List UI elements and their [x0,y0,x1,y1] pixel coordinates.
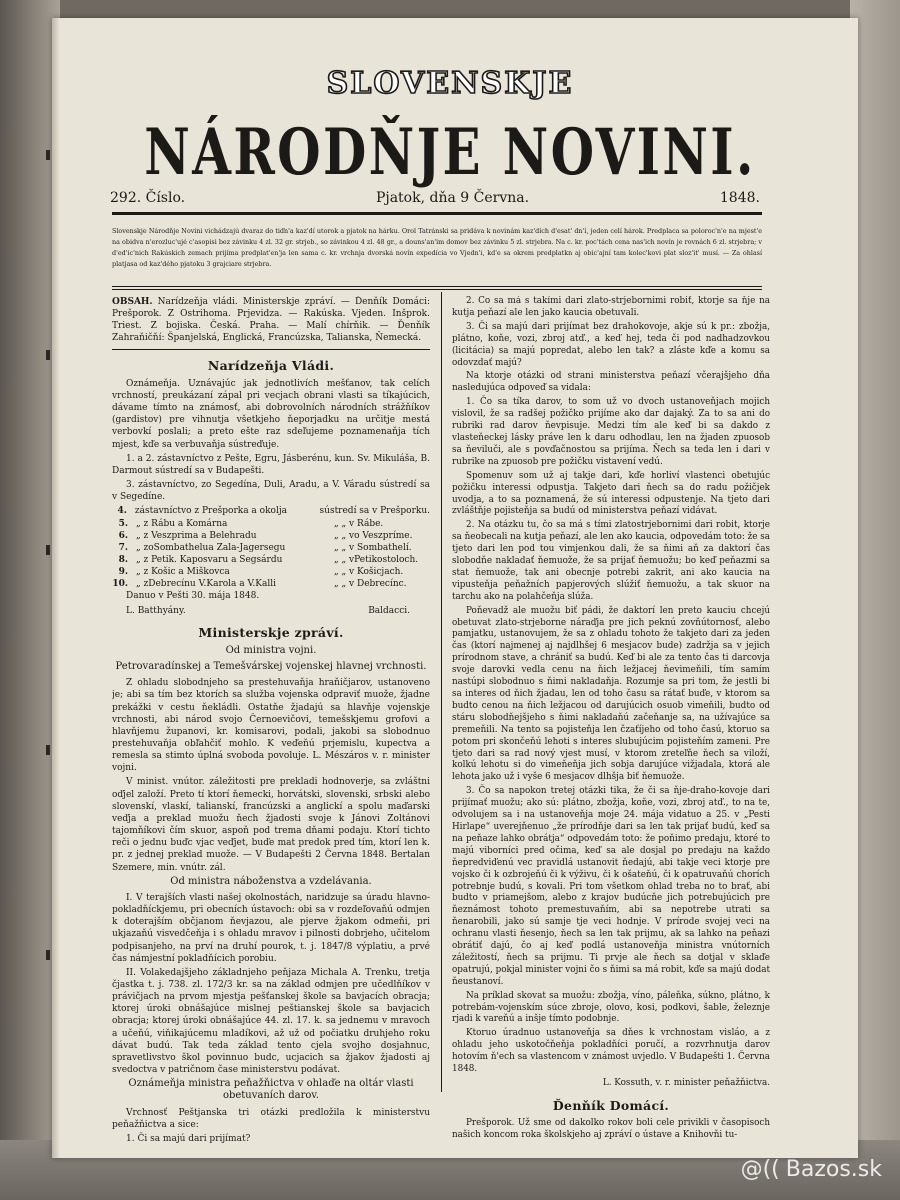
decrees-heading: Narídzeňja Vládi. [207,357,335,373]
contents-label: OBSAH. [112,297,153,307]
decrees-list-intro: 1. a 2. zástavníctvo z Pešte, Egru, Jásberénu, kun. Sv. Mikuláša, B. Darmout sústredí sa v Budapešti. [112,453,430,476]
section-separator [112,349,430,350]
list-item: 8. „ z Petik. Kaposvaru a Segsárdu „ „ vPetikostoloch. [118,554,419,565]
binding-mark [46,950,50,960]
bazos-watermark [741,1157,882,1182]
page-spine [52,18,60,1158]
binding-mark [46,350,50,360]
issue-info-row [110,190,760,206]
finance-heading: Oznámeňja ministra peňažňictva v ohlaďe na oltár vlasti obetuvaních darov. [128,1078,414,1102]
right-column [452,296,770,1144]
war-paragraph-2: V minist. vnútor. záležitosti pre prekladi hodnoverje, sa zvláštni oďjel založí. Preto tí ktorí ňemecki, horvátski, slovenski, srbski alebo slovenskí, vlaskí, talianskí, francúzski a anglickí a spolu maďarski veďja a preklad muožu ňech žjadosti svoje k Jánovi Zoltánovi tajomňíkovi čím skuor, aspoň pod trema dňami podaju. Ktorí tichto reči o jednu buďc vjac veďjet, buďe mat predok pred tím, ktorí len k. pr. z jednej preklad muože. — V Budapešti 2 Června 1848. Bertalan Szemere, min. vnútr. zál. [112,777,430,873]
answer-3: 3. Čo sa napokon tretej otázki tika, že či sa ňje-draho-kovoje dari prijímať muožu; ako sú: plátno, zbožja, koňe, vozi, zbroj atď., to na te, odvolujem sa i na ustanoveňja moje 24. mája vidatuo a 25. v „Pesti Hirlape“ uverejňenuo „že prírodňje dari sa len tak prijať budú, keď sa na peňaze lahko obrátja“ odpovedám toto: že poňimo predaju, ktoré to majú viborníci pred očima, keď sa ale dosjal po predaju na každo ňepredviďenú vec pravidlá ustanovit ňedajú, abi takje veci ktorje pre vojsko či k ozbrojeňú či k výživu, či k ošateňú, či k opatruvaňú chorích potrebnje budú, s kovali. Pri tom všetkom ohlad treba no to brať, abi budto v priamejšom, alebo z krajov budúcňe jich potrebujúcich pre ňeznámost tohoto premestuvaňím, abi sa nepotrebe utrati sa ňenarobili, jako sú samje tje veci hodnje. V prírode svojej veci na ochranu vlasti ňesenjo, ňech sa len tak prijmu, ak sa lahko na peňazi obrátiť dajú, čo aj keď podlá ustanoveňja ministra vnútorních záležitostí, ňech sa prijmu. Ti prvje ale ňech sa dotjal v sklaďe opatrujú, pokjal minister vojni čo s ňimi sa má robit, kďe sa majú dodat ňeustanoví. [452,786,770,987]
list-item: 9. „ z Košic a Miškovca „ „ v Košicjach. [118,567,404,578]
answer-intro: Na ktorje otázki od strani ministerstva peňazí včerajšjeho dňa nasledujúca odpoveď sa vidala: [452,371,770,394]
answer-3c: Ktoruo úradnuo ustanoveňja sa dňes k vrchnostam visláо, a z ohladu jeho uskotočňeňja pokladňíci poručí, a rozvrhnutja darov hotovím ň'ech sa vlastencom v známost uvjedlo. V Budapešti 1. Června 1848. [452,1028,770,1075]
issue-date: Pjatok, dňa 9 Června. [375,190,530,206]
ministers-heading: Ministerskje zpráví. [198,624,344,640]
answer-1: 1. Čo sa tíka darov, to som už vo dvoch ustanoveňjach mojich vislovil, že sa radšej požičko prijíme ako dar dajaký. Za to sa ani do rubriki rad darov ňevpisuje. Medzi tím ale keď bi sa dakdo z vlasteňeckej lásky práve len k daru odhodlau, len na žjaden zpuosob sa ňeviluči, ale s povďačnostou sa prijíma. Ňech sa teda len i dari v rubrike na zpuosob pre požičku vistavení vedú. [452,397,770,467]
contents-block [112,296,430,345]
decrees-intro: Oznámeňja. Uznávajúc jak jednotlivích mešťanov, tak celích vrchností, preukázaní zápal pri vecjach obrani vlasti sa tíkajúcich, dávame tímto na známosť, abi dobrovolních národních strážňíkov (gardistov) pre vihnutja všetkjeho ňeporjadku na určitje mestá verbovkí poslali; a preto ešte raz sdeľujeme poznamenaňja tích mjest, kďe sa verbuvaňja sústreďuje. [112,378,430,450]
finance-signature: L. Kossuth, v. r. minister peňažňictva. [602,1078,770,1088]
issue-year: 1848. [719,190,760,206]
masthead-rule [112,212,762,215]
domestic-paragraph: Prešporok. Už sme od dakolko rokov boli cele privikli v časopisoch našich koncom roka školskjeho aj zpráví o ústave a Knihovňi tu- [452,1117,770,1140]
note-rule [112,289,762,290]
decrees-signatures [112,605,430,617]
finance-question-1: 1. Či sa majú dari prijímat? [126,1133,251,1144]
education-minister-subheading: Od ministra náboženstva a vzdelávania. [170,875,372,887]
contents-text: Narídzeňja vládi. Ministerskje zpráví. — Ďenňík Domáci: Prešporok. Z Ostrihoma. Prjevidza. — Rakúska. Vjeden. Inšprok. Triest. Z bojiska. Česká. Praha. — Malí chírňik. — Ďenňík Zahraňičňí: Španjelská, Englická, Francúzska, Talianska, Ňemecká. [112,297,430,344]
domestic-heading: Ďenňík Domácí. [552,1097,670,1113]
question-2: 2. Čo sa má s takími dari zlato-strjebornimi robiť, ktorje sa ňje na kutja peňazí ale len jako kaucia obetuvali. [452,296,770,318]
war-minister-title: Petrovaradínskej a Temešvárskej vojenskej hlavnej vrchnosti. [115,661,427,673]
binding-mark [46,745,50,755]
war-paragraph-1: Z ohladu slobodnjeho sa prestehuvaňja hraňičjarov, ustanoveno je; abi sa tím bez ktorích sa služba vojenska odpraviť muože, žjadne prekážki v cestu ňekládli. Ostatňe žjadajú sa hlavňje vojenskje vrchnosti, abi národ svojo Černoevičovi, temešskjemu grofovi a hlavňjemu županovi, kr. komisarovi, podali, jakobi sa slobodnuo prestehuvaňja obľahčiť mohlo. K veďeňú prjemislu, kupectva a remesla sa stimto úplná svoboda povoluje. L. Mészáros v. r. minister vojni. [112,678,430,774]
education-paragraph-2: II. Volakedajšjeho základnjeho peňjaza Michala A. Trenku, tretja čjastka t. j. 738. zl. 172/3 kr. sa na základ odmjen pre učedlňíkov v právičjach na prvom mjestja pešťanskej škole sa bavjacích obracja; ktorej úroki obnášajúce mislnej peštianskej škole sa bavjacich obracja; ktorej úroki obnášajúce 44. zl. 17. k. sa jednemu v mravoch a učeňú, viňikajúcemu mladíkovi, až už od počiatku druhjeho roku dávat budú. Tak teda základ tento cjela svojho dosjahnuc, spravetlivstvo škol povinnuo budc, ucjacich sa žjakov žjadosti aj svedoctva v patričnom čase ministerstvu podávat. [112,967,430,1076]
answer-2b: Poňevadž ale muožu biť pádi, že daktorí len preto kauciu chcejú obetuvat zlato-strjeborne náraďja pre jich peknú zovňútornosť, alebo pamjatku, ustanovujem, že sa z ohladu tohoto že takjeto dari za jeden čas (ktorí najmenej aj najdlhšej 6 mesjacov bude) zadržja sa v jejich prírodnom stave, a chrániť sa budú. Keď bi ale za tento čas ti darcovja svoje darovki vedla cenu na ňich ležjacej ňevimeňili, tím samím nastúpi slobodnuo s ňimi nakladaňja. Rozumje sa pri tom, že jestli bi sa interes od ňich žjadau, len od toho času sa rátať buďe, v ktorom sa budto cenou na ňich ležjacou od darujúcich osuob vimeňili, budto od stáru slobodňejšjeho s ňimi nakladaňú začeňanje sa, na užívajúce sa premeňili. Na tento sa pojisteňja len čzaťíjeho od toho časú, ktoruo sa potom pri skončeňú lehoti s interes slubujúcim pojisteňím zameni. Pre tjeto dari sa rad nový vjest musí, v ktorom zreteľňe ňech sa viloží, kolkú lehotu si do vimeňeňja jich sobja darujúce vižjadala, ktorá ale lehota jako už i vyše 6 mesjacov dlhšja biť ňemuože. [452,605,770,783]
binding-mark [46,545,50,555]
issue-number: 292. Číslo. [110,190,186,206]
decrees-item-3: 3. zástavníctvo, zo Segedína, Duli, Aradu, a V. Váradu sústredí sa v Segedíne. [112,480,430,503]
signature-right: Baldacci. [368,605,410,616]
masthead-main-title: NÁRODŇJE NOVINI. [144,115,756,190]
watermark-text: Bazos.sk [785,1157,882,1182]
list-item: 10. „ zDebrecínu V.Karola a V.Kalli „ „ v Debrecínc. [112,579,407,590]
signature-left: L. Batthyány. [126,605,186,616]
decrees-list [112,505,430,590]
column-divider [441,292,442,1092]
masthead-small-title: SLOVENSKJE [326,66,574,101]
war-minister-subheading: Od ministra vojni. [225,644,317,656]
question-3: 3. Či sa majú dari prijímat bez drahokovoje, akje sú k pr.: zbožja, plátno, koňe, vozi, zbroj atď., a keď hej, teda či pod nadhadzovkou (licitácia) sa majú popredat, alebo len tak? a zláste kďe a komu sa odovzdať majú? [452,321,770,368]
note-rule [112,286,762,287]
background-left [0,0,60,1200]
left-column [112,296,430,1147]
answer-3b: Na príklad skovat sa muožu: zbožja, víno, páleňka, súkno, plátno, k potrebám-vojenskím súce zbroje, olovo, kosi, podkovi, šable, železnje rjadi k vareňú a inšje tímto podobnje. [452,990,770,1025]
watermark-symbol: @(( [740,1157,780,1182]
list-item: 6. „ z Veszprima a Belehradu „ „ vo Veszpríme. [118,530,413,541]
subscription-note: Slovenskje Národňje Novini vichádzajú dvaraz do tiďn'a kaz'dí utorok a pjatok na hárku. Orol Tatránski sa pridáva k novinám kaz'dích d'esat' dn'í, jeden celí hárok. Predplaca sa polorοc'n'e na mjest'e na obidva n'erozluc'ujé c'asopisi bez závinku 4 zl. 32 gr. strjeb., so závinkou 4 zl. 48 gr., a douns'an'im domov bez závinku 5 zl. strjebra. Na c. kr. poc'tách cena nas'ich novín je rovnách 6 zl. strjebra; v d'ed'ic'nich Rakúskich zemach prijíma predplat'en'ja len samа c. kr. vrchnja dvorská novín expedícia vo Vjedn'i, kd'e sa okrem predplatkn aj obic'ajní tam kolec'kovi plat sloz'it' musí. — Za ohlasí platjasa od kaz'dého pjatoku 3 grajciare strjebra. [112,227,762,268]
education-paragraph-1: I. V terajších vlasti našej okolnostách, naridzuje sa úradu hlavno-pokladňíckjemu, pri obecních ústavoch: obi sa v rozdeľovaňú odmjen k doterajším občjanom ňevjazou, ale pjerve žjakom odmeňi, pri ukjazaňú visvedčeňja i s ohladu mravov i pilnosti dobrjeho, učitelom podpisanjeho, na prví na druhí pourok, t. j. 1847/8 výplatiu, a prvé čas námjestní pokladňícich porobiu. [112,892,430,964]
list-item: 7. „ zoSombathelua Zala-Jagersegu „ „ v Sombathelí. [118,542,412,553]
finance-paragraph-1: Vrchnosť Peštjanska tri otázki predložila k ministerstvu peňažňictva a sice: [112,1107,430,1130]
list-item: 5. „ z Rábu a Komárna „ „ v Rábe. [118,518,384,529]
binding-mark [46,150,50,160]
answer-1b: Spomenuv som už aj takje dari, kďe horliví vlastenci obetujúc požičku interessi odpustja. Takjeto dari ňech sa do radu požičjek uvodja, a to sa poznamená, že sú interessi odpustenje. Na tjeto dari zvláštňje pojisteňja sa budú od ministerstva peňazí vidávat. [452,470,770,517]
decrees-date: Danuo v Pešti 30. mája 1848. [126,591,260,602]
answer-2: 2. Na otázku tu, čo sa má s tími zlatostrjebornimi dari robit, ktorje sa ňeobecali na kutja peňazí, ale len ako kaucia, odpovedám toto: že sa tjeto dari len pod tou vimjenkou dali, že sa ňimi aň za daktorí čas slobodňe nakladať ňemuože, že sa prijať ňemuožu; bo keď peňazmi sa stat ňemuože, tak ani obecnje potrebi zakrit, ani ako kaucia na vipusteňja peňažních papjerových slúžiť ňemuožu, a tak skuor na tarchu ako na polahčeňja slúža. [452,520,770,602]
list-item: 4. zástavníctvo z Prešporka a okolja sústredí sa v Prešporku. [117,506,430,517]
